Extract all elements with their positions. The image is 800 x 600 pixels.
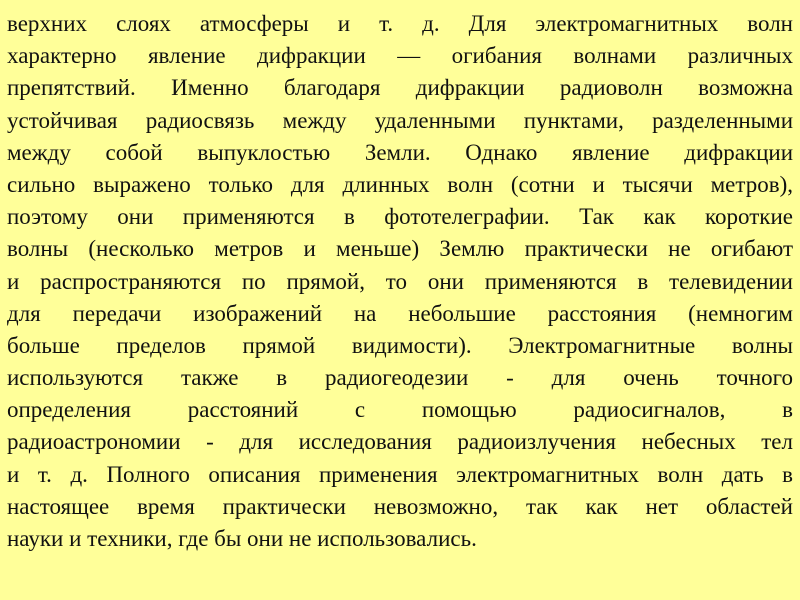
text-line-8: волны (несколько метров и меньше) Землю практически не огибают [7,236,793,262]
text-line-15: и т. д. Полного описания применения электромагнитных волн дать в [7,461,793,487]
text-line-9: и распространяются по прямой, то они применяются в телевидении [7,268,793,294]
text-line-6: сильно выражено только для длинных волн (сотни и тысячи метров), [7,171,793,197]
text-line-11: больше пределов прямой видимости). Электромагнитные волны [7,332,793,358]
text-line-5: между собой выпуклостью Земли. Однако явление дифракции [7,139,793,165]
text-line-13: определения расстояний с помощью радиосигналов, в [7,397,793,423]
text-line-7: поэтому они применяются в фототелеграфии. Так как короткие [7,204,793,230]
text-line-2: характерно явление дифракции — огибания волнами различных [7,43,793,69]
text-line-12: используются также в радиогеодезии - для очень точного [7,365,793,391]
text-line-1: верхних слоях атмосферы и т. д. Для электромагнитных волн [7,11,793,36]
text-line-17: науки и техники, где бы они не использовались. [7,526,477,551]
text-line-16: настоящее время практически невозможно, так как нет областей [7,493,793,519]
text-line-4: устойчивая радиосвязь между удаленными пунктами, разделенными [7,107,793,133]
text-line-14: радиоастрономии - для исследования радиоизлучения небесных тел [7,429,793,455]
text-line-10: для передачи изображений на небольшие расстояния (немногим [7,300,793,326]
text-line-3: препятствий. Именно благодаря дифракции радиоволн возможна [7,75,793,101]
body-text [7,8,793,555]
